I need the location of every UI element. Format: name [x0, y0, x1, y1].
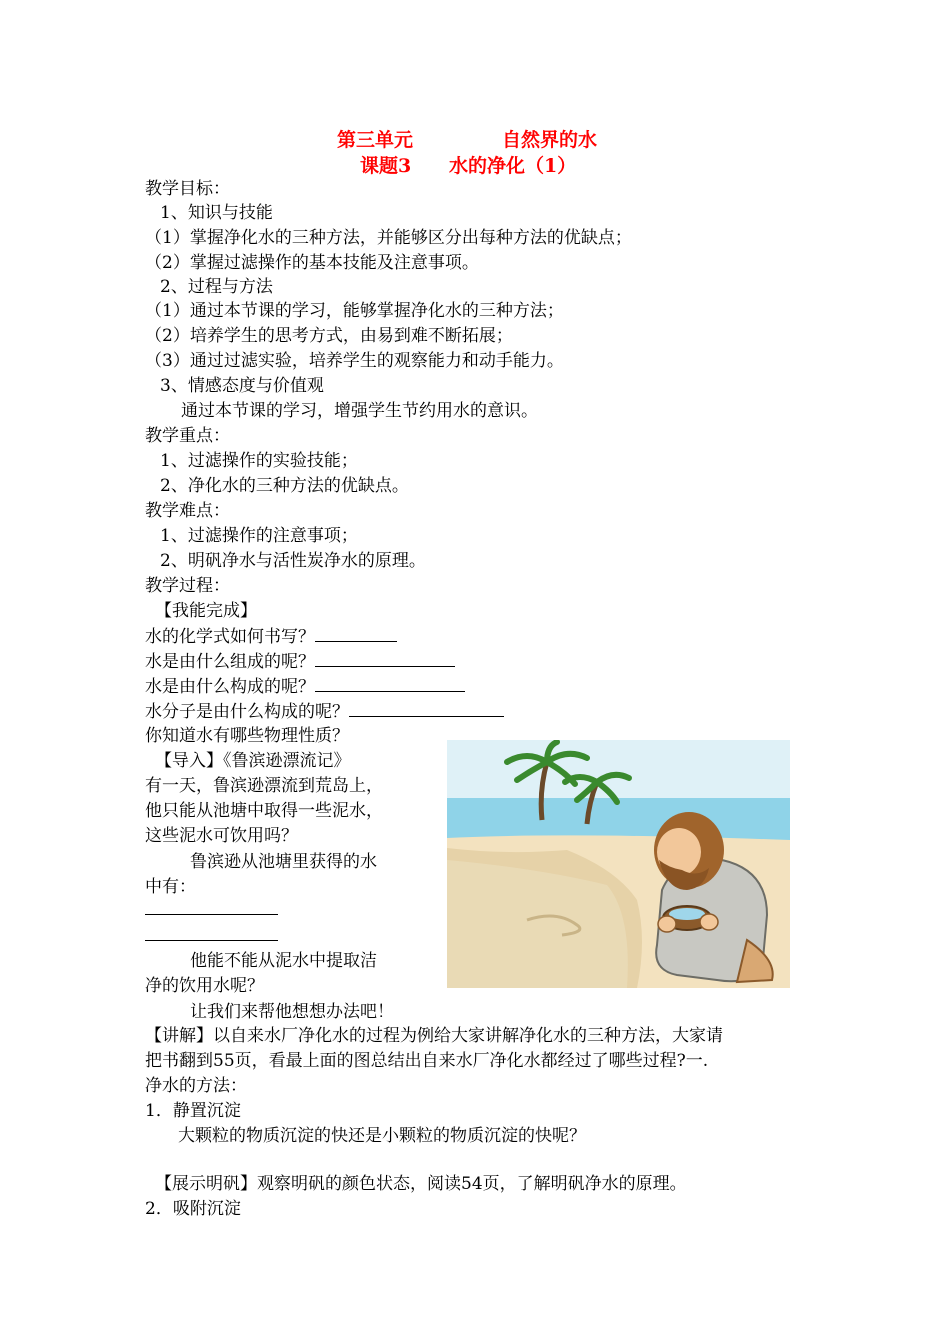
key-points-heading: 教学重点： [145, 426, 230, 446]
lesson-topic: 水的净化（1） [449, 155, 577, 177]
alum-demo: 【展示明矾】观察明矾的颜色状态，阅读54页，了解明矾净水的原理。 [155, 1174, 687, 1194]
robinson-illustration [447, 740, 790, 988]
intro-line: 净的饮用水呢？ [145, 976, 264, 996]
can-do-heading: 【我能完成】 [155, 601, 257, 621]
unit-topic: 自然界的水 [502, 129, 598, 151]
method-1-question: 大颗粒的物质沉淀的快还是小颗粒的物质沉淀的快呢？ [178, 1126, 586, 1146]
objective-item: （1）掌握净化水的三种方法，并能够区分出每种方法的优缺点； [145, 228, 632, 248]
unit-title: 第三单元 [337, 129, 414, 151]
method-1-heading: 1．静置沉淀 [145, 1101, 241, 1121]
question-1 [145, 625, 397, 648]
intro-line: 鲁滨逊从池塘里获得的水 [190, 852, 377, 872]
intro-line: 这些泥水可饮用吗？ [145, 826, 298, 846]
answer-blank[interactable] [145, 914, 278, 915]
question-5: 你知道水有哪些物理性质？ [145, 726, 349, 746]
difficulty: 2、明矾净水与活性炭净水的原理。 [160, 551, 426, 571]
intro-line: 中有： [145, 877, 196, 897]
question-4 [145, 700, 504, 723]
question-text: 水的化学式如何书写？ [145, 627, 315, 647]
objectives-heading: 教学目标： [145, 179, 230, 199]
objective-section-3: 3、情感态度与价值观 [160, 376, 324, 396]
question-3 [145, 675, 465, 698]
objective-item: （1）通过本节课的学习，能够掌握净化水的三种方法； [145, 301, 564, 321]
objective-item: （2）培养学生的思考方式，由易到难不断拓展； [145, 326, 513, 346]
objective-item: （3）通过过滤实验，培养学生的观察能力和动手能力。 [145, 351, 564, 371]
answer-blank[interactable] [315, 625, 397, 642]
robinson-hand [700, 914, 718, 930]
question-text: 水是由什么构成的呢？ [145, 677, 315, 697]
question-2 [145, 650, 455, 673]
objective-section-2: 2、过程与方法 [160, 277, 273, 297]
answer-blank[interactable] [145, 940, 278, 941]
difficulties-heading: 教学难点： [145, 501, 230, 521]
process-heading: 教学过程： [145, 576, 230, 596]
explain-line: 【讲解】以自来水厂净化水的过程为例给大家讲解净化水的三种方法，大家请 [145, 1026, 723, 1046]
explain-line: 净水的方法： [145, 1076, 247, 1096]
water [669, 908, 705, 920]
intro-line: 他只能从池塘中取得一些泥水， [145, 801, 383, 821]
explain-line: 把书翻到55页，看最上面的图总结出自来水厂净化水都经过了哪些过程?一. [145, 1051, 709, 1071]
question-text: 水是由什么组成的呢？ [145, 652, 315, 672]
answer-blank[interactable] [315, 650, 455, 667]
answer-blank[interactable] [349, 700, 504, 717]
question-text: 水分子是由什么构成的呢？ [145, 702, 349, 722]
intro-line: 让我们来帮他想想办法吧！ [190, 1002, 394, 1022]
robinson-hand [658, 916, 676, 932]
objective-section-1: 1、知识与技能 [160, 203, 273, 223]
key-point: 1、过滤操作的实验技能； [160, 451, 358, 471]
objective-item: 通过本节课的学习，增强学生节约用水的意识。 [181, 401, 538, 421]
answer-blank[interactable] [315, 675, 465, 692]
lesson-title: 课题3 [360, 155, 412, 177]
key-point: 2、净化水的三种方法的优缺点。 [160, 476, 409, 496]
difficulty: 1、过滤操作的注意事项； [160, 526, 358, 546]
intro-line: 有一天，鲁滨逊漂流到荒岛上， [145, 776, 383, 796]
objective-item: （2）掌握过滤操作的基本技能及注意事项。 [145, 253, 479, 273]
method-2-heading: 2．吸附沉淀 [145, 1199, 241, 1219]
intro-heading: 【导入】《鲁滨逊漂流记》 [155, 751, 351, 771]
intro-line: 他能不能从泥水中提取洁 [190, 951, 377, 971]
